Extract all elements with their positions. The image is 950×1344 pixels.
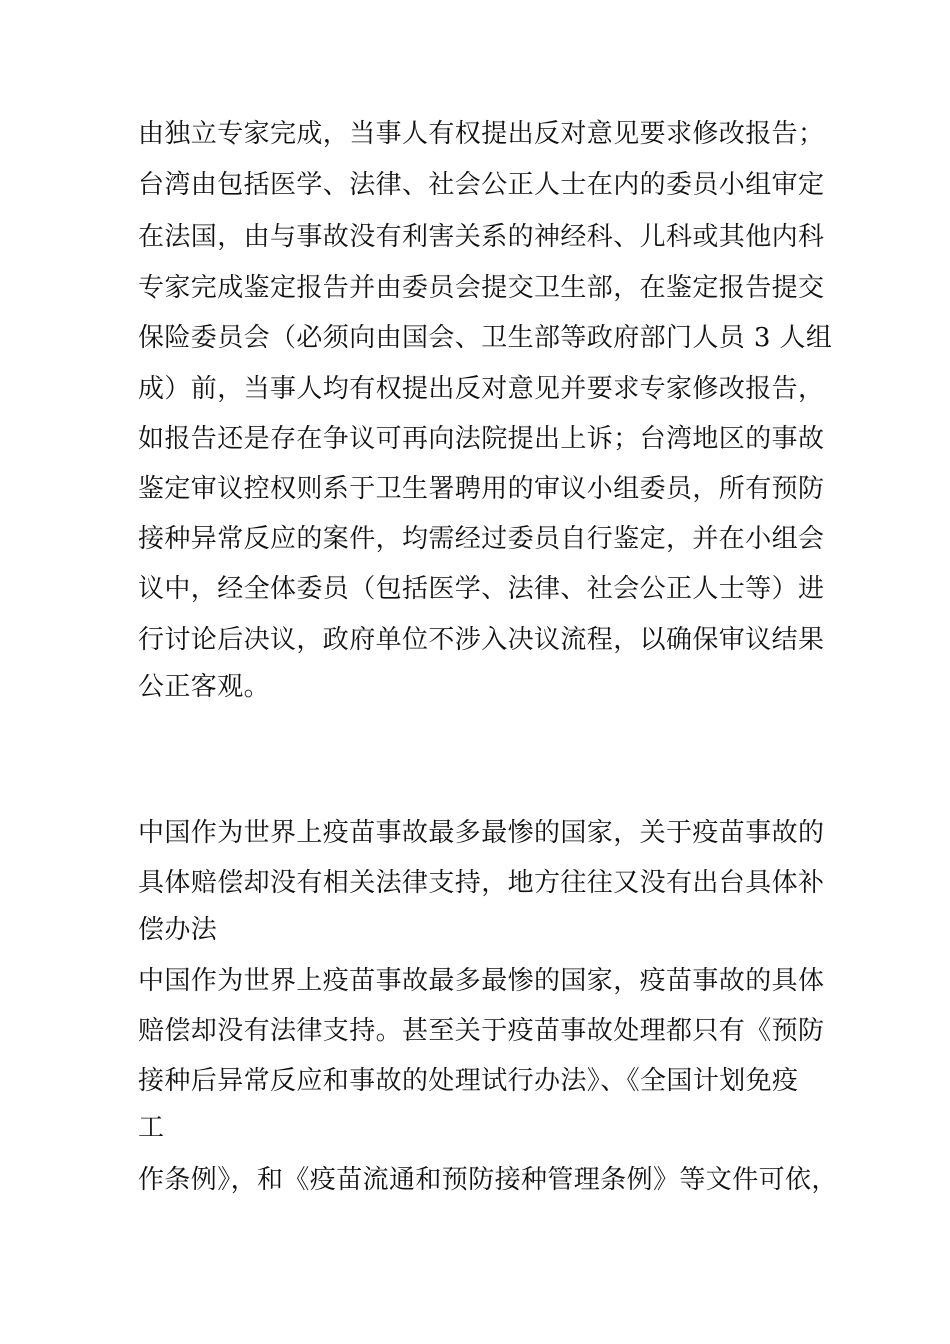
paragraph-2-line-1: 中国作为世界上疫苗事故最多最惨的国家，疫苗事故的具体 xyxy=(138,966,825,996)
paragraph-1-line-1: 由独立专家完成，当事人有权提出反对意见要求修改报告； xyxy=(138,119,825,149)
heading-line-2: 具体赔偿却没有相关法律支持，地方往往又没有出台具体补 xyxy=(138,868,825,898)
paragraph-1-line-3: 在法国，由与事故没有利害关系的神经科、儿科或其他内科 xyxy=(138,222,825,252)
paragraph-1-line-4: 专家完成鉴定报告并由委员会提交卫生部，在鉴定报告提交 xyxy=(138,273,825,303)
paragraph-1-line-5: 保险委员会（必须向由国会、卫生部等政府部门人员 3 人组 xyxy=(138,323,833,353)
paragraph-1-line-9: 接种异常反应的案件，均需经过委员自行鉴定，并在小组会 xyxy=(138,524,825,554)
paragraph-1-line-8: 鉴定审议控权则系于卫生署聘用的审议小组委员，所有预防 xyxy=(138,474,825,504)
heading-line-1: 中国作为世界上疫苗事故最多最惨的国家，关于疫苗事故的 xyxy=(138,818,825,848)
paragraph-1-line-7: 如报告还是存在争议可再向法院提出上诉；台湾地区的事故 xyxy=(138,424,825,454)
paragraph-2-line-3: 接种后异常反应和事故的处理试行办法》、《全国计划免疫 xyxy=(138,1066,799,1096)
paragraph-1-line-11: 行讨论后决议，政府单位不涉入决议流程，以确保审议结果 xyxy=(138,625,825,655)
paragraph-1-line-10: 议中，经全体委员（包括医学、法律、社会公正人士等）进 xyxy=(138,574,825,604)
paragraph-1-line-12: 公正客观。 xyxy=(138,672,271,702)
paragraph-2-line-5: 作条例》，和《疫苗流通和预防接种管理条例》等文件可依， xyxy=(138,1165,838,1195)
paragraph-1-line-2: 台湾由包括医学、法律、社会公正人士在内的委员小组审定 xyxy=(138,170,825,200)
paragraph-2-line-4: 工 xyxy=(138,1113,165,1143)
paragraph-1-line-6: 成）前，当事人均有权提出反对意见并要求专家修改报告， xyxy=(138,374,825,404)
heading-line-3: 偿办法 xyxy=(138,915,218,945)
paragraph-2-line-2: 赔偿却没有法律支持。甚至关于疫苗事故处理都只有《预防 xyxy=(138,1016,825,1046)
